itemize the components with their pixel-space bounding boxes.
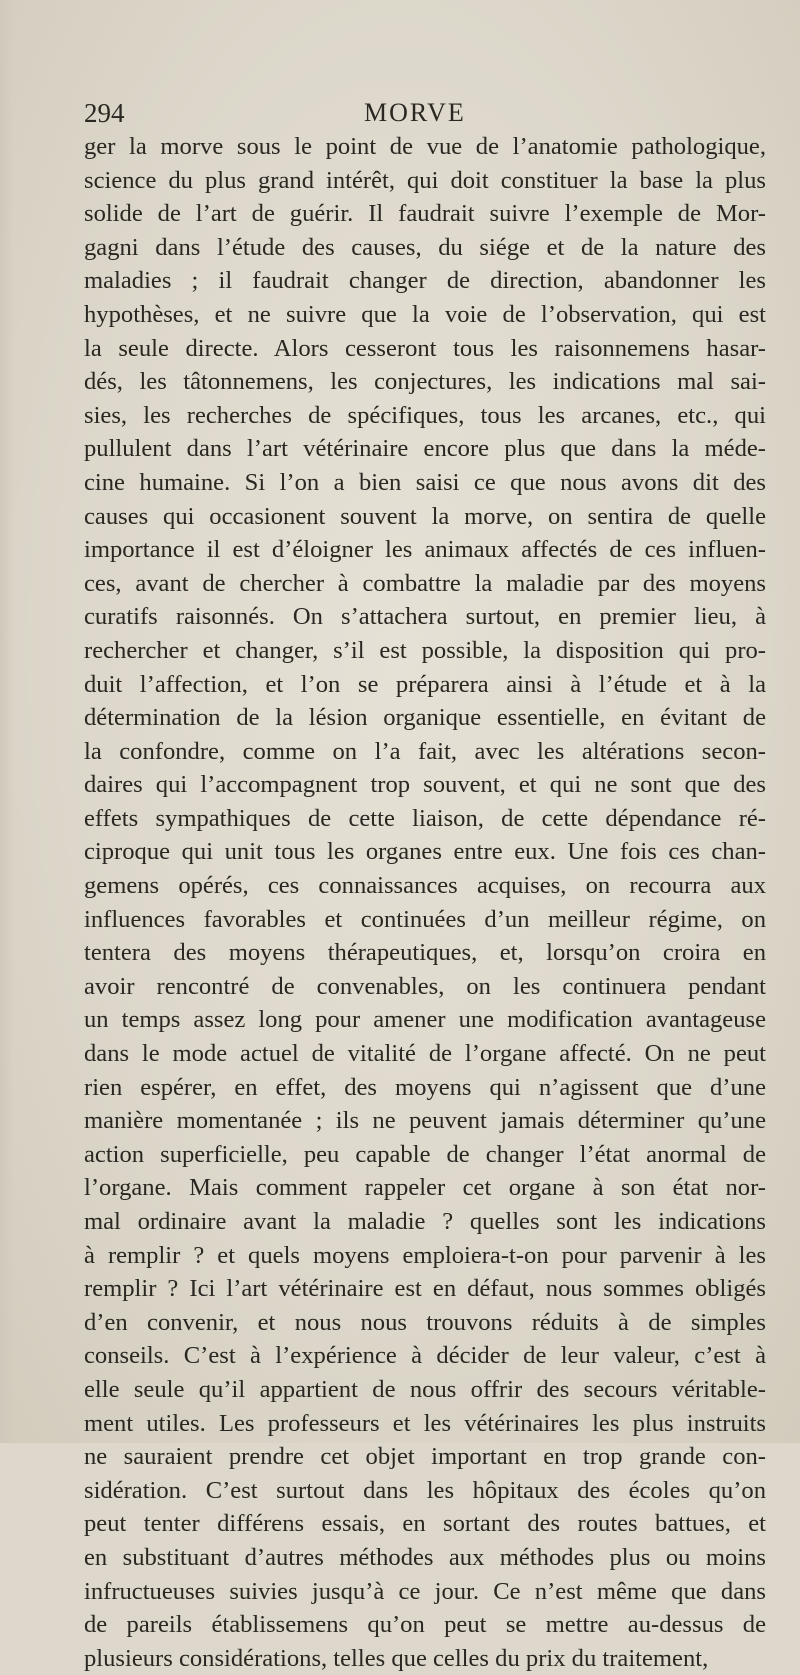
text-line: effets sympathiques de cette liaison, de cette dépendance ré- bbox=[84, 804, 766, 832]
text-line: daires qui l’accompagnent trop souvent, et qui ne sont que des bbox=[84, 771, 766, 799]
running-head: MORVE bbox=[364, 98, 466, 127]
text-line: duit l’affection, et l’on se préparera ainsi à l’étude et à la bbox=[84, 670, 766, 698]
text-line: gagni dans l’étude des causes, du siége et de la nature des bbox=[84, 233, 766, 261]
text-line: d’en convenir, et nous nous trouvons réduits à de simples bbox=[84, 1308, 766, 1336]
text-line: à remplir ? et quels moyens emploiera-t-on pour parvenir à les bbox=[84, 1241, 766, 1269]
text-line: sies, les recherches de spécifiques, tous les arcanes, etc., qui bbox=[84, 401, 766, 429]
text-line: manière momentanée ; ils ne peuvent jamais déterminer qu’une bbox=[84, 1107, 766, 1135]
text-line: la confondre, comme on l’a fait, avec les altérations secon- bbox=[84, 737, 766, 765]
text-line: un temps assez long pour amener une modification avantageuse bbox=[84, 1006, 766, 1034]
text-line: causes qui occasionent souvent la morve, on sentira de quelle bbox=[84, 502, 766, 530]
text-line: gemens opérés, ces connaissances acquises, on recourra aux bbox=[84, 872, 766, 900]
page-edge-shadow bbox=[0, 0, 14, 1443]
text-line: dans le mode actuel de vitalité de l’organe affecté. On ne peut bbox=[84, 1040, 766, 1068]
text-line: de pareils établissemens qu’on peut se mettre au-dessus de bbox=[84, 1611, 766, 1639]
text-line: influences favorables et continuées d’un meilleur régime, on bbox=[84, 905, 766, 933]
text-line: maladies ; il faudrait changer de direction, abandonner les bbox=[84, 267, 766, 295]
text-line: plusieurs considérations, telles que celles du prix du traitement, bbox=[84, 1644, 709, 1672]
text-line: tentera des moyens thérapeutiques, et, lorsqu’on croira en bbox=[84, 939, 766, 967]
text-line: solide de l’art de guérir. Il faudrait suivre l’exemple de Mor- bbox=[84, 200, 766, 228]
text-line: hypothèses, et ne suivre que la voie de l’observation, qui est bbox=[84, 300, 766, 328]
text-line: avoir rencontré de convenables, on les continuera pendant bbox=[84, 972, 766, 1000]
text-line: importance il est d’éloigner les animaux affectés de ces influen- bbox=[84, 536, 766, 564]
text-line: remplir ? Ici l’art vétérinaire est en défaut, nous sommes obligés bbox=[84, 1275, 766, 1303]
text-line: ces, avant de chercher à combattre la maladie par des moyens bbox=[84, 569, 766, 597]
text-line: ciproque qui unit tous les organes entre eux. Une fois ces chan- bbox=[84, 838, 766, 866]
text-line: rechercher et changer, s’il est possible, la disposition qui pro- bbox=[84, 636, 766, 664]
text-line: cine humaine. Si l’on a bien saisi ce que nous avons dit des bbox=[84, 468, 766, 496]
text-line: elle seule qu’il appartient de nous offrir des secours véritable- bbox=[84, 1375, 766, 1403]
text-line: la seule directe. Alors cesseront tous les raisonnemens hasar- bbox=[84, 334, 766, 362]
text-line: science du plus grand intérêt, qui doit constituer la base la plus bbox=[84, 166, 766, 194]
text-line: pullulent dans l’art vétérinaire encore plus que dans la méde- bbox=[84, 435, 766, 463]
text-line: rien espérer, en effet, des moyens qui n’agissent que d’une bbox=[84, 1073, 766, 1101]
text-line: ment utiles. Les professeurs et les vétérinaires les plus instruits bbox=[84, 1409, 766, 1437]
page-number: 294 bbox=[84, 98, 125, 128]
text-line: mal ordinaire avant la maladie ? quelles sont les indications bbox=[84, 1208, 766, 1235]
text-line: sidération. C’est surtout dans les hôpitaux des écoles qu’on bbox=[84, 1476, 766, 1504]
text-line: détermination de la lésion organique essentielle, en évitant de bbox=[84, 704, 766, 732]
text-line: conseils. C’est à l’expérience à décider de leur valeur, c’est à bbox=[84, 1342, 766, 1370]
text-line: action superficielle, peu capable de changer l’état anormal de bbox=[84, 1140, 766, 1168]
text-line: infructueuses suivies jusqu’à ce jour. Ce n’est même que dans bbox=[84, 1577, 766, 1605]
text-line: l’organe. Mais comment rappeler cet organe à son état nor- bbox=[84, 1174, 766, 1202]
text-line: ger la morve sous le point de vue de l’anatomie pathologique, bbox=[84, 133, 766, 160]
text-line: ne sauraient prendre cet objet important en trop grande con- bbox=[84, 1443, 766, 1471]
text-line: peut tenter différens essais, en sortant des routes battues, et bbox=[84, 1510, 766, 1538]
text-line: dés, les tâtonnemens, les conjectures, les indications mal sai- bbox=[84, 368, 766, 396]
text-line: curatifs raisonnés. On s’attachera surtout, en premier lieu, à bbox=[84, 603, 766, 631]
body-text bbox=[84, 130, 766, 1675]
text-line: en substituant d’autres méthodes aux méthodes plus ou moins bbox=[84, 1543, 766, 1571]
